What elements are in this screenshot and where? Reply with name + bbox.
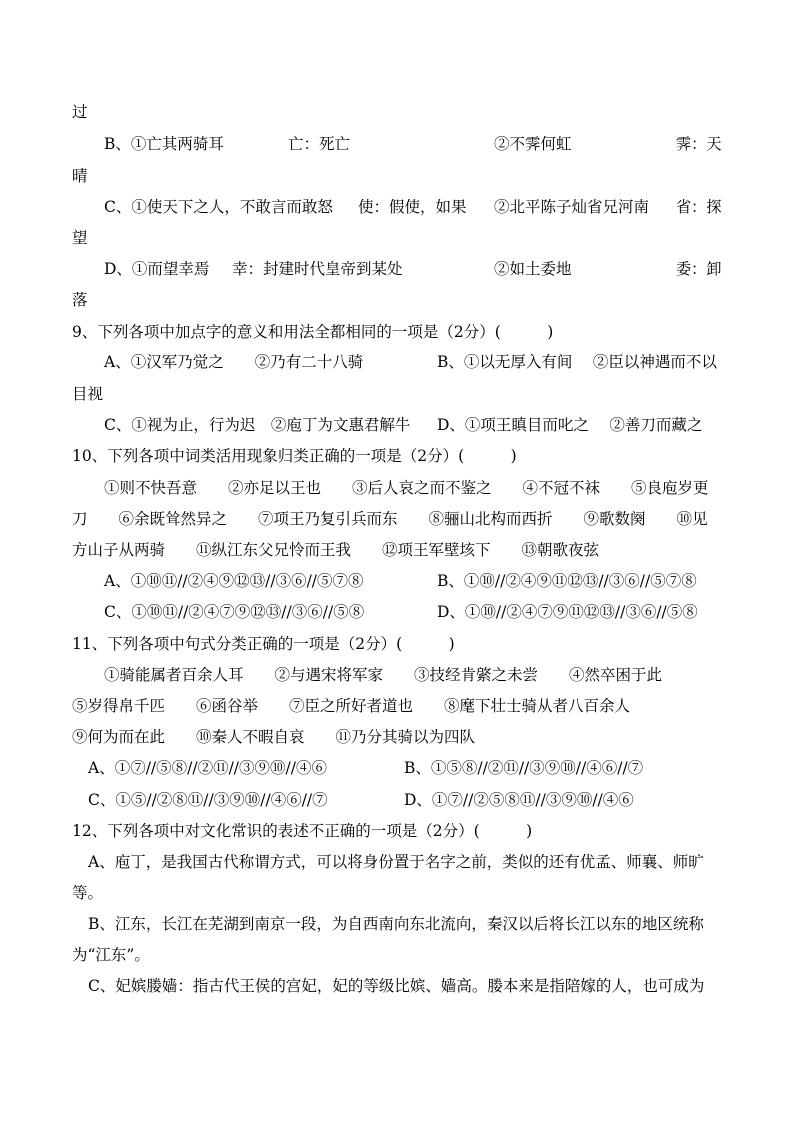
q10-option-d: D、①⑩//②④⑦⑨⑪⑫⑬//③⑥//⑤⑧ xyxy=(437,603,698,621)
q8-option-b: B、①亡其两骑耳 xyxy=(104,135,224,153)
q8-option-b-gloss: 亡：死亡 xyxy=(288,135,351,153)
q8-option-d-2-gloss: 委：卸 xyxy=(676,260,722,278)
q10-option-b: B、①⑩//②④⑨⑪⑫⑬//③⑥//⑤⑦⑧ xyxy=(437,572,697,590)
q11-option-a: A、①⑦//⑤⑧//②⑪//③⑨⑩//④⑥ xyxy=(88,759,327,777)
q11-items-line2: ⑤岁得帛千匹 ⑥函谷举 ⑦臣之所好者道也 ⑧麾下壮士骑从者八百余人 xyxy=(72,697,631,715)
q9-option-d: D、①项王瞋目而叱之 ②善刀而藏之 xyxy=(437,416,703,434)
q10-option-a: A、①⑩⑪//②④⑨⑫⑬//③⑥//⑤⑦⑧ xyxy=(104,572,364,590)
q8-option-b-2-gloss: 霁：天 xyxy=(676,135,722,153)
q8-b-tail: 晴 xyxy=(72,167,88,185)
q10-stem: 10、下列各项中词类活用现象归类正确的一项是（2分）( ) xyxy=(72,447,517,465)
q11-items-line1: ①骑能属者百余人耳 ②与遇宋将军家 ③技经肯綮之未尝 ④然卒困于此 xyxy=(104,666,663,684)
q8-option-b-2: ②不霁何虹 xyxy=(494,135,572,153)
q10-items-line1: ①则不快吾意 ②亦足以王也 ③后人哀之而不鉴之 ④不冠不袜 ⑤良庖岁更 xyxy=(104,479,709,497)
q8-d-tail: 落 xyxy=(72,291,88,309)
q12-option-b-line2: 为“江东”。 xyxy=(72,946,150,964)
q8-option-d: D、①而望幸焉 xyxy=(104,260,210,278)
q8-c-tail: 望 xyxy=(72,229,88,247)
q9-stem: 9、下列各项中加点字的意义和用法全都相同的一项是（2分）( ) xyxy=(72,323,554,341)
q11-option-d: D、①⑦//②⑤⑧⑪//③⑨⑩//④⑥ xyxy=(404,791,634,809)
q12-option-a-line1: A、庖丁，是我国古代称谓方式，可以将身份置于名字之前，类似的还有优孟、师襄、师旷 xyxy=(88,853,704,871)
q11-items-line3: ⑨何为而在此 ⑩秦人不暇自哀 ⑪乃分其骑以为四队 xyxy=(72,728,476,746)
q10-items-line2: 刀 ⑥余既耸然异之 ⑦项王乃复引兵而东 ⑧骊山北构而西折 ⑨歌数阕 ⑩见 xyxy=(72,510,708,528)
q11-option-c: C、①⑤//②⑧⑪//③⑨⑩//④⑥//⑦ xyxy=(88,791,328,809)
q8-option-d-2: ②如土委地 xyxy=(494,260,572,278)
q11-stem: 11、下列各项中句式分类正确的一项是（2分）( ) xyxy=(72,635,455,653)
q8-option-c-gloss: 使：假使，如果 xyxy=(358,198,467,216)
q8-a-tail: 过 xyxy=(72,103,88,121)
q12-option-c-line1: C、妃嫔媵嫱：指古代王侯的宫妃，妃的等级比嫔、嫱高。媵本来是指陪嫁的人，也可成为 xyxy=(88,977,705,995)
q10-items-line3: 方山子从两骑 ⑪纵江东父兄怜而王我 ⑫项王军壁垓下 ⑬朝歌夜弦 xyxy=(72,541,600,559)
q12-option-b-line1: B、江东，长江在芜湖到南京一段，为自西南向东北流向，秦汉以后将长江以东的地区统称 xyxy=(88,915,704,933)
q9-option-a: A、①汉军乃觉之 ②乃有二十八骑 xyxy=(104,353,364,371)
q8-option-c-2: ②北平陈子灿省兄河南 xyxy=(494,198,650,216)
q10-option-c: C、①⑩⑪//②④⑦⑨⑫⑬//③⑥//⑤⑧ xyxy=(104,603,365,621)
q8-option-c-2-gloss: 省：探 xyxy=(676,198,722,216)
q8-option-d-gloss: 幸：封建时代皇帝到某处 xyxy=(232,260,403,278)
q12-stem: 12、下列各项中对文化常识的表述不正确的一项是（2分）( ) xyxy=(72,822,533,840)
q12-option-a-line2: 等。 xyxy=(72,884,104,902)
q9-option-b: B、①以无厚入有间 ②臣以神遇而不以 xyxy=(437,353,717,371)
q11-option-b: B、①⑤⑧//②⑪//③⑨⑩//④⑥//⑦ xyxy=(404,759,644,777)
q8-option-c: C、①使天下之人，不敢言而敢怒 xyxy=(104,198,333,216)
q9-b-tail: 目视 xyxy=(72,385,104,403)
q9-option-c: C、①视为止，行为迟 ②庖丁为文惠君解牛 xyxy=(104,416,411,434)
